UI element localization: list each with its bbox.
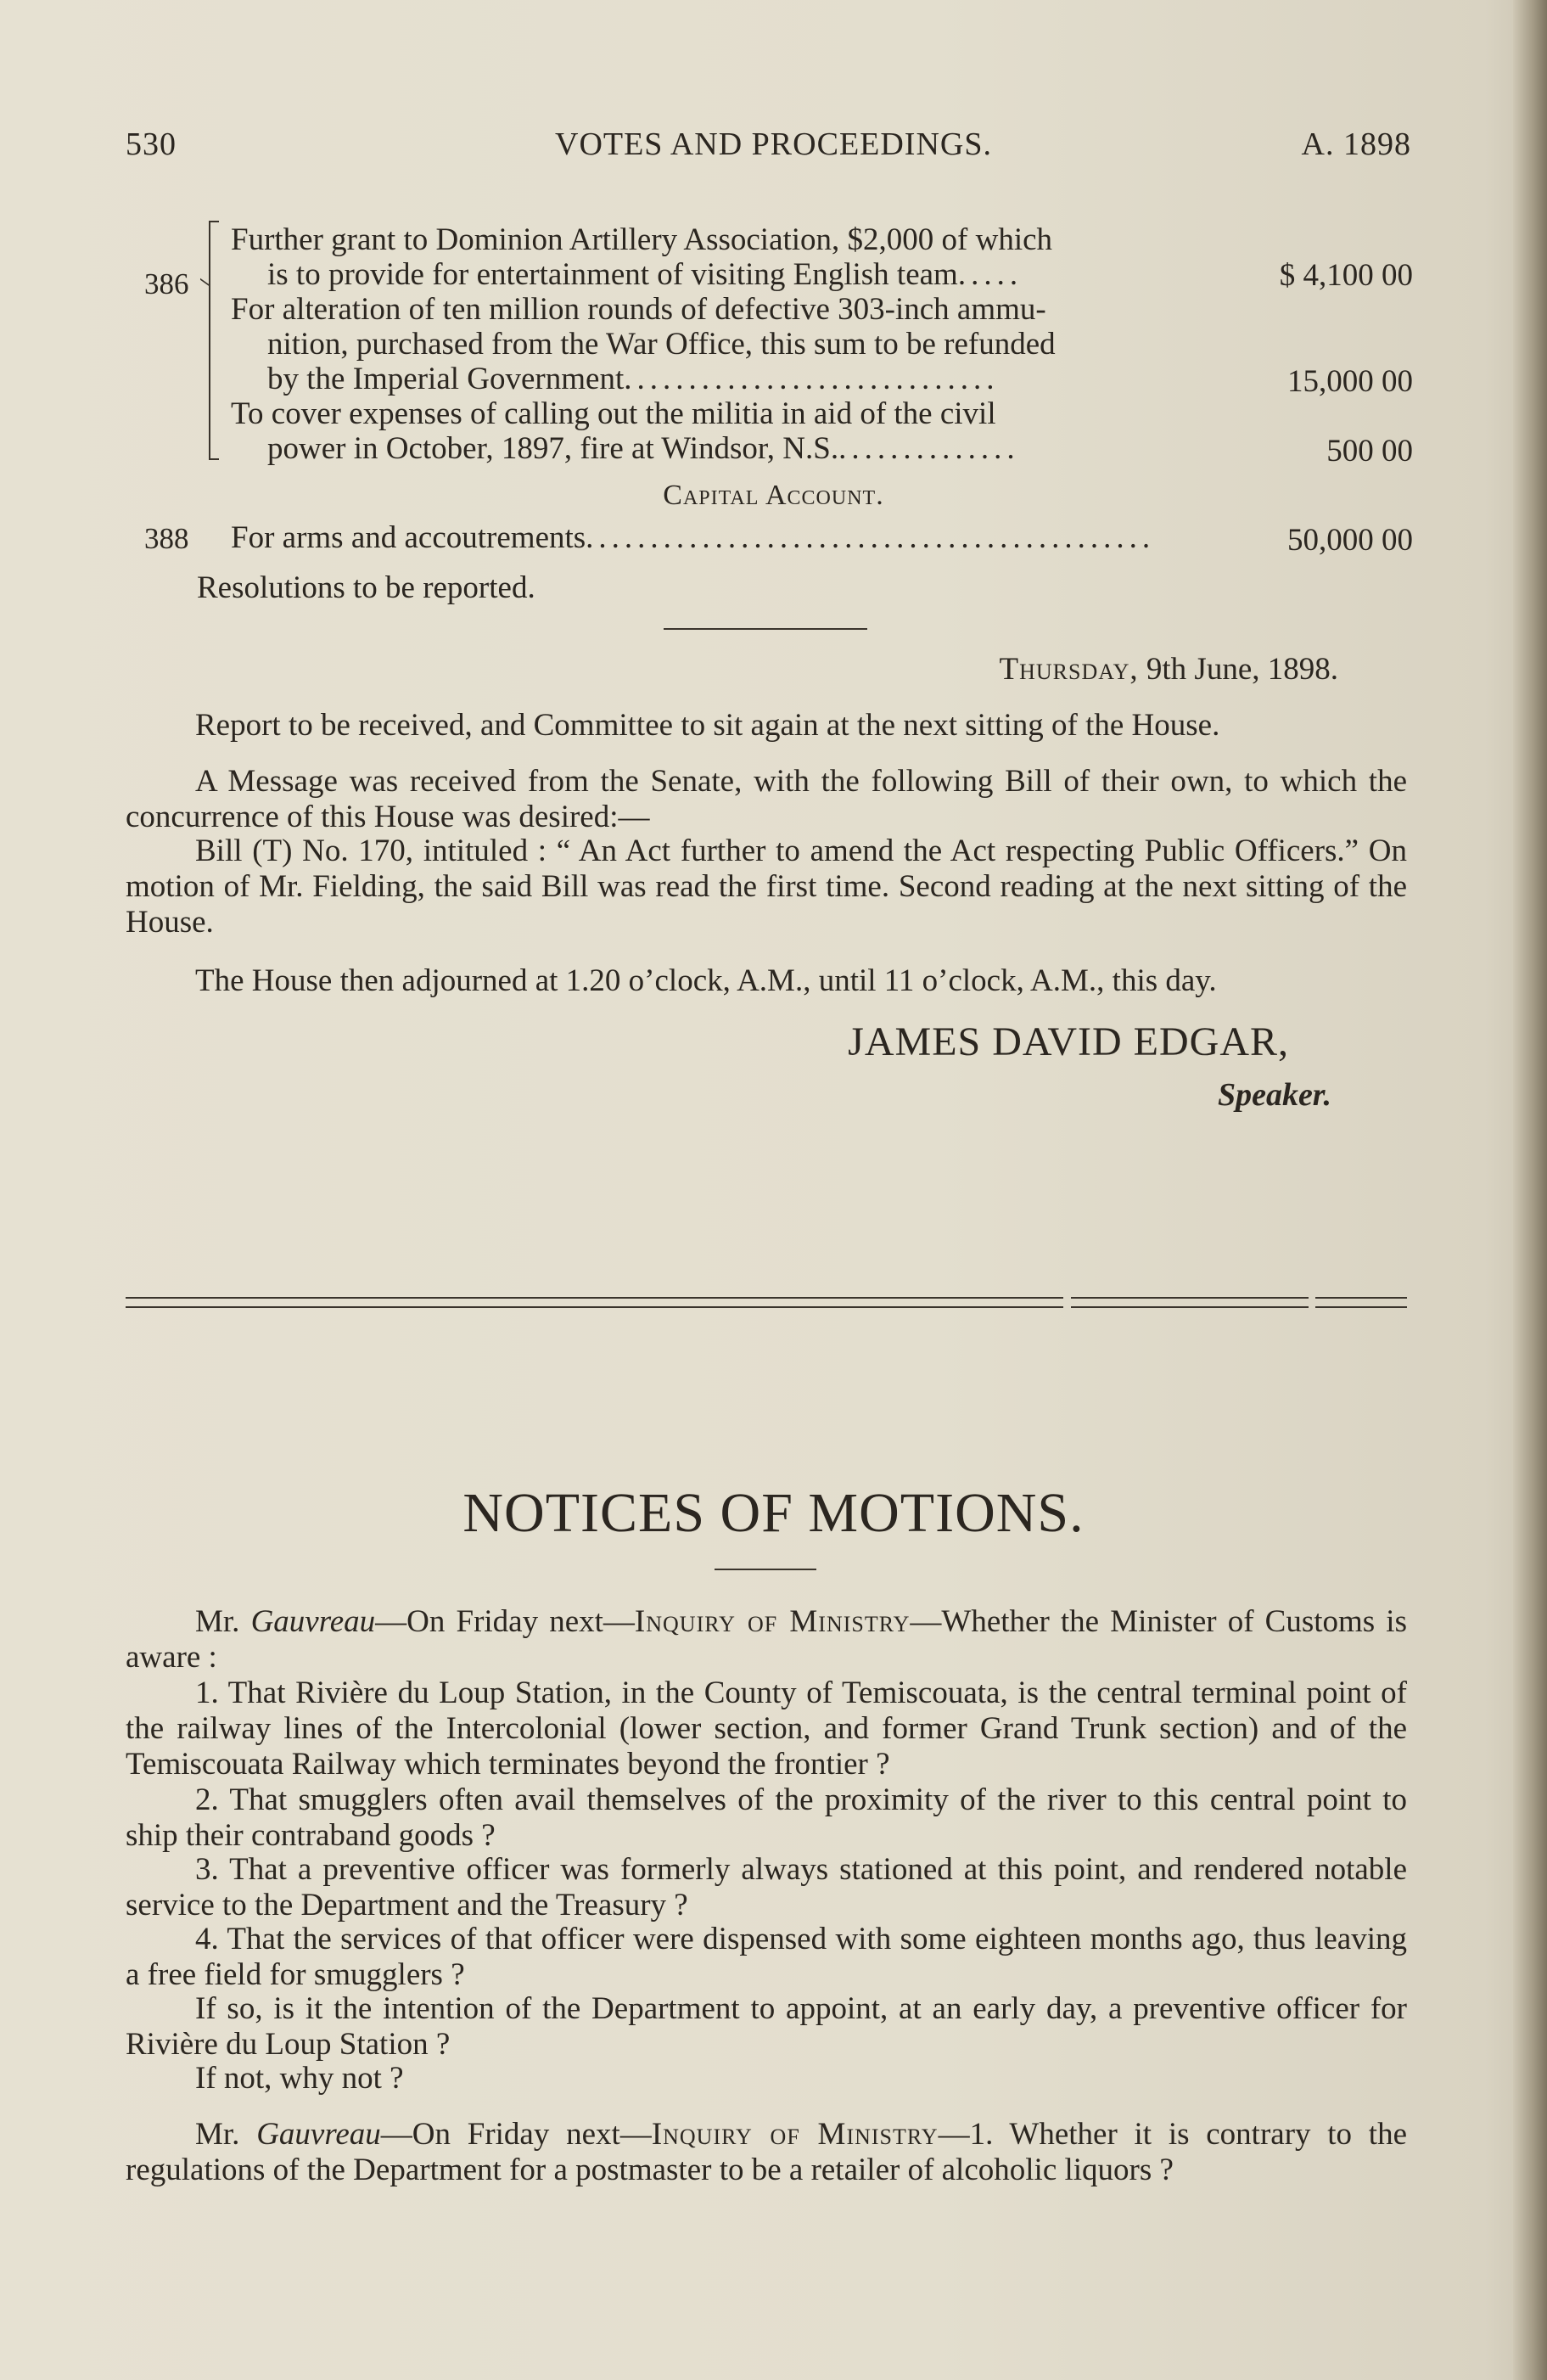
speaker-title: Speaker.: [1217, 1077, 1331, 1113]
motion-1-point-1: 1. That Rivière du Loup Station, in the County of Temiscouata, is the central terminal point of the railway lines of the Intercolonial (lower section, and former Grand Trunk section) and of the Temiscouata Railway which terminates beyond the frontier ?: [126, 1676, 1407, 1782]
leader-dots: ............................................: [586, 520, 1156, 555]
motion-2-inquiry: Inquiry of Ministry: [651, 2117, 939, 2152]
item-number-388: 388: [144, 522, 189, 555]
speaker-name: JAMES DAVID EDGAR,: [848, 1019, 1289, 1064]
book-spine-shadow: [1513, 0, 1547, 2380]
motion-1-point-4: 4. That the services of that officer were dispensed with some eighteen months ago, thus leaving a free field for smugglers ?: [126, 1922, 1407, 1992]
double-rule-right: [1315, 1297, 1407, 1308]
sitting-day: Thursday,: [999, 652, 1139, 687]
section-divider: [664, 628, 867, 630]
motion-2-prefix: Mr.: [195, 2117, 240, 2152]
amount-386-b: 15,000 00: [1287, 364, 1413, 399]
leader-dots: .............................: [624, 362, 1000, 396]
motion-2-when: —On Friday next—: [380, 2117, 652, 2152]
resolutions-line: Resolutions to be reported.: [197, 570, 535, 605]
entry-386-b-line1: For alteration of ten million rounds of defective 303-inch ammu-: [231, 292, 1046, 327]
motion-2: [126, 2117, 1407, 2188]
entry-386-a-line2-text: is to provide for entertainment of visiting English team: [267, 257, 958, 292]
motion-1-point-2: 2. That smugglers often avail themselves of the proximity of the river to this central point to ship their contraband goods ?: [126, 1782, 1407, 1853]
motion-1-inquiry: Inquiry of Ministry: [634, 1604, 911, 1639]
entry-388: [231, 520, 1207, 555]
entry-388-text: For arms and accoutrements: [231, 520, 586, 555]
paragraph-report: Report to be received, and Committee to sit again at the next sitting of the House.: [195, 708, 1220, 743]
entry-386-b-line3: [267, 362, 1207, 396]
motion-2-member: Gauvreau: [256, 2117, 381, 2152]
motion-1-if-not: If not, why not ?: [195, 2061, 404, 2096]
entry-386-c-line2: [267, 431, 1207, 466]
page-number: 530: [126, 126, 177, 162]
motion-1-member: Gauvreau: [250, 1604, 376, 1639]
entry-386-b-line2: nition, purchased from the War Office, this sum to be refunded: [267, 327, 1056, 362]
double-rule-middle: [1071, 1297, 1309, 1308]
motion-2-rest: —1. Whether it is contrary to the regulations of the Department for a postmaster to be a retailer of alcoholic liquors ?: [126, 2117, 1407, 2187]
motion-1-point-3: 3. That a preventive officer was formerly always stationed at this point, and rendered notable service to the Department and the Treasury ?: [126, 1852, 1407, 1923]
amount-386-a: $ 4,100 00: [1279, 258, 1413, 293]
leader-dots: .....: [957, 257, 1023, 292]
entry-386-a-line2: [267, 257, 1207, 292]
motion-1-prefix: Mr.: [195, 1604, 240, 1639]
motion-1-when: —On Friday next—: [375, 1604, 635, 1639]
notices-divider: [715, 1569, 816, 1570]
motion-1-rest: —Whether the Minister of Customs is aware :: [126, 1604, 1407, 1675]
item-number-386: 386: [144, 267, 189, 300]
sitting-date-rest: 9th June, 1898.: [1146, 652, 1338, 687]
brace-386: [209, 222, 226, 458]
entry-386-c-line1: To cover expenses of calling out the militia in aid of the civil: [231, 396, 996, 431]
sitting-date: [999, 652, 1338, 687]
leader-dots: ..............: [838, 431, 1020, 466]
running-title: VOTES AND PROCEEDINGS.: [555, 126, 992, 162]
entry-386-b-line3-text: by the Imperial Government: [267, 362, 625, 396]
running-year: A. 1898: [1301, 126, 1411, 162]
capital-account-heading: Capital Account.: [663, 480, 884, 511]
entry-386-a-line1: Further grant to Dominion Artillery Association, $2,000 of which: [231, 222, 1053, 257]
paragraph-bill: Bill (T) No. 170, intituled : “ An Act further to amend the Act respecting Public Officers.” On motion of Mr. Fielding, the said Bill was read the first time. Second reading at the next sitting of the House.: [126, 834, 1407, 940]
motion-1-intro: [126, 1604, 1407, 1676]
double-rule-left: [126, 1297, 1063, 1308]
amount-386-c: 500 00: [1326, 434, 1413, 469]
entry-386-c-line2-text: power in October, 1897, fire at Windsor, N.S.: [267, 431, 839, 466]
amount-388: 50,000 00: [1287, 523, 1413, 558]
paragraph-message: A Message was received from the Senate, with the following Bill of their own, to which the concurrence of this House was desired:—: [126, 764, 1407, 834]
motion-1-if-so: If so, is it the intention of the Department to appoint, at an early day, a preventive officer for Rivière du Loup Station ?: [126, 1991, 1407, 2062]
paragraph-adjourned: The House then adjourned at 1.20 o’clock, A.M., until 11 o’clock, A.M., this day.: [195, 963, 1217, 998]
notices-heading: NOTICES OF MOTIONS.: [462, 1482, 1085, 1544]
